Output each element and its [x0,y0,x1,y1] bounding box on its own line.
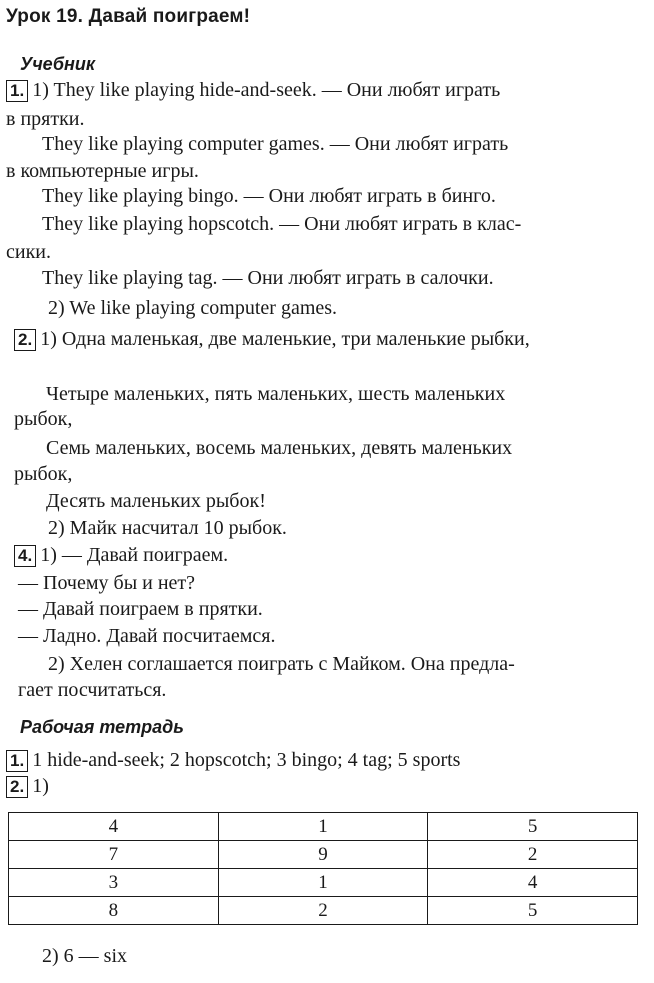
textbook-ex4-line-2: — Почему бы и нет? [18,572,196,594]
textbook-ex1-line-2: в прятки. [6,108,85,130]
textbook-ex4-line-6: гает посчитаться. [18,679,167,701]
textbook-ex1-line-6: They like playing hopscotch. — Они любят играть в клас- [42,213,522,235]
table-cell: 1 [218,869,428,897]
textbook-ex2-line-2: Четыре маленьких, пять маленьких, шесть маленьких [46,383,506,405]
textbook-ex4-line-3: — Давай поиграем в прятки. [18,598,263,620]
workbook-ex1-number: 1. [6,750,28,772]
textbook-ex1-line-8: They like playing tag. — Они любят играть в салочки. [42,267,494,289]
table-cell: 7 [9,841,219,869]
textbook-ex2-line-7: 2) Майк насчитал 10 рыбок. [48,517,287,539]
table-row [9,869,638,897]
textbook-ex2-line-4: Семь маленьких, восемь маленьких, девять маленьких [46,437,513,459]
textbook-ex2-line-6: Десять маленьких рыбок! [46,490,266,512]
workbook-heading: Рабочая тетрадь [20,717,184,737]
lesson-title: Урок 19. Давай поиграем! [6,6,251,27]
textbook-ex4-line-1: 4. 1) — Давай поиграем. [14,543,228,567]
textbook-ex1-number: 1. [6,80,28,102]
table-cell: 8 [9,897,219,925]
workbook-ex2-answer: 2) 6 — six [42,945,127,967]
table-cell: 4 [9,813,219,841]
textbook-ex4-line-5: 2) Хелен соглашается поиграть с Майком. Она предла- [48,653,515,675]
textbook-ex2-line-5: рыбок, [14,463,73,485]
textbook-ex2-line-1: 2. 1) Одна маленькая, две маленькие, три маленькие рыбки, [14,327,530,351]
table-cell: 5 [428,813,638,841]
table-row [9,813,638,841]
table-cell: 2 [428,841,638,869]
workbook-ex1-line: 1. 1 hide-and-seek; 2 hopscotch; 3 bingo; 4 tag; 5 sports [6,748,460,772]
textbook-ex1-line-5: They like playing bingo. — Они любят играть в бинго. [42,185,496,207]
textbook-ex4-number: 4. [14,545,36,567]
textbook-ex4-line-4: — Ладно. Давай посчитаемся. [18,625,276,647]
table-cell: 5 [428,897,638,925]
textbook-ex1-line-9: 2) We like playing computer games. [48,297,338,319]
table-cell: 4 [428,869,638,897]
textbook-ex2-line-3: рыбок, [14,408,73,430]
textbook-ex1-line-4: в компьютерные игры. [6,160,199,182]
textbook-heading: Учебник [20,54,96,74]
textbook-ex2-number: 2. [14,329,36,351]
table-row [9,897,638,925]
answer-grid [8,812,638,925]
textbook-ex1-line-3: They like playing computer games. — Они любят играть [42,133,509,155]
table-cell: 2 [218,897,428,925]
workbook-ex2-number: 2. [6,776,28,798]
textbook-ex1-line-7: сики. [6,241,51,263]
table-cell: 1 [218,813,428,841]
textbook-ex1-line-1: 1. 1) They like playing hide-and-seek. — Они любят играть [6,78,500,102]
table-row [9,841,638,869]
workbook-ex2-line: 2. 1) [6,774,49,798]
table-cell: 3 [9,869,219,897]
table-cell: 9 [218,841,428,869]
